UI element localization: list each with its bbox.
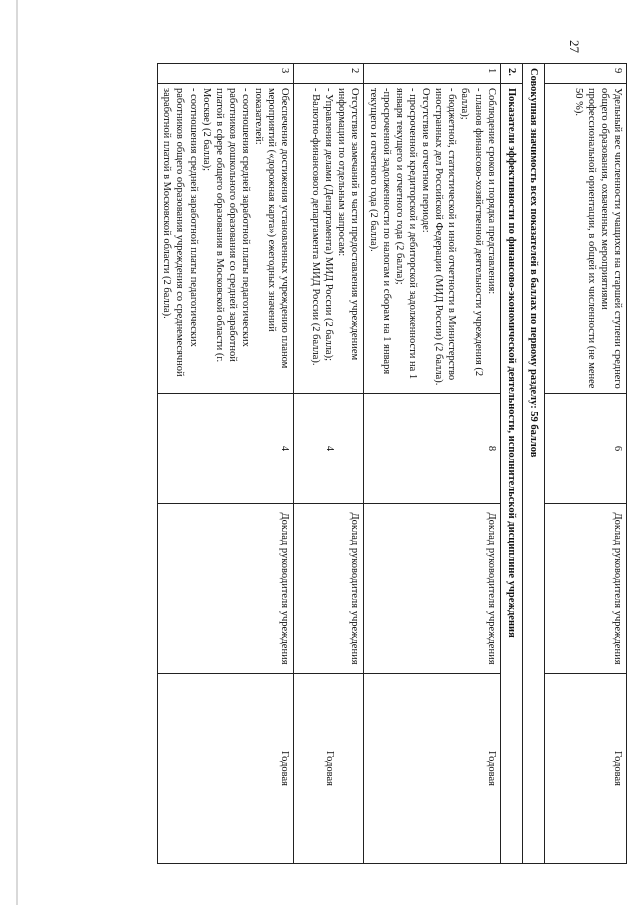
text-line: - Валютно-финансового департамента МИД России (2 балла). bbox=[310, 88, 322, 366]
table-row bbox=[158, 64, 294, 864]
indicator-source: Доклад руководителя учреждения bbox=[294, 504, 364, 674]
page-edge-line bbox=[16, 0, 18, 905]
text-line: Обеспечение достижения установленных учреждению планом мероприятий («дорожная карта») ежегодных значений показателей: bbox=[253, 88, 291, 369]
table-row bbox=[545, 64, 627, 864]
text-line: Отсутствие в отчетном периоде: bbox=[420, 88, 432, 233]
row-number: 1 bbox=[364, 64, 500, 84]
text-line: - планов финансово-хозяйственной деятельности учреждения (2 балла); bbox=[459, 88, 484, 377]
indicator-text: Удельный вес численности учащихся на старшей ступени среднего общего образования, охваченных мероприятиями профессиональной ориентации, в общей их численности (не менее 50 %). bbox=[545, 84, 627, 394]
indicator-period: Годовая bbox=[545, 674, 627, 864]
text-line: - бюджетной, статистической и иной отчетности в Министерство иностранных дел Российской Федерации (МИД России) (2 балла). bbox=[433, 88, 458, 386]
indicator-source: Доклад руководителя учреждения bbox=[364, 504, 500, 674]
indicator-text bbox=[364, 84, 500, 394]
text-line: - соотношения средней заработной платы педагогических работников дошкольного образования со средней заработной платой в сфере общего образования в Московской области (г. Москве) (2 балла); bbox=[200, 88, 252, 363]
rotated-table-sheet bbox=[67, 63, 627, 863]
indicator-score: 8 bbox=[364, 394, 500, 504]
section-title: Показатели эффективности по финансово-экономической деятельности, исполнительской дисциплине учреждения bbox=[500, 84, 522, 864]
section-number: 2. bbox=[500, 64, 522, 84]
indicators-table bbox=[157, 63, 627, 864]
total-text: Совокупная значимость всех показателей в баллах по первому разделу: 59 баллов bbox=[522, 64, 544, 864]
text-line: -просроченной задолженности по налогам и сборам на 1 января текущего и отчетного года (2 балла). bbox=[367, 88, 392, 375]
total-row bbox=[522, 64, 544, 864]
indicator-period: Годовая bbox=[158, 674, 294, 864]
page-number: 27 bbox=[567, 40, 582, 53]
section-header-row bbox=[500, 64, 522, 864]
indicator-score: 4 bbox=[294, 394, 364, 504]
indicator-text bbox=[294, 84, 364, 394]
text-line: Отсутствие замечаний в части предоставления учреждением информации по отдельным запросам: bbox=[336, 88, 361, 361]
text-line: - просроченной кредиторской и дебиторской задолженности на 1 января текущего и отчетного года (2 балла); bbox=[393, 88, 418, 380]
text-line: - Управления делами (Департамента) МИД России (2 балла); bbox=[323, 88, 335, 362]
text-line: - соотношения средней заработной платы педагогических работников общего образования учреждения со среднемесячной заработной платой в Московской области (2 балла). bbox=[161, 88, 199, 377]
text-line: Соблюдение сроков и порядка представления: bbox=[485, 88, 497, 295]
row-number: 9 bbox=[545, 64, 627, 84]
indicator-source: Доклад руководителя учреждения bbox=[158, 504, 294, 674]
row-number: 3 bbox=[158, 64, 294, 84]
indicator-period: Годовая bbox=[294, 674, 364, 864]
indicator-text bbox=[158, 84, 294, 394]
indicator-score: 4 bbox=[158, 394, 294, 504]
table-row bbox=[364, 64, 500, 864]
indicator-source: Доклад руководителя учреждения bbox=[545, 504, 627, 674]
row-number: 2 bbox=[294, 64, 364, 84]
indicator-score: 6 bbox=[545, 394, 627, 504]
indicator-period: Годовая bbox=[364, 674, 500, 864]
table-row bbox=[294, 64, 364, 864]
